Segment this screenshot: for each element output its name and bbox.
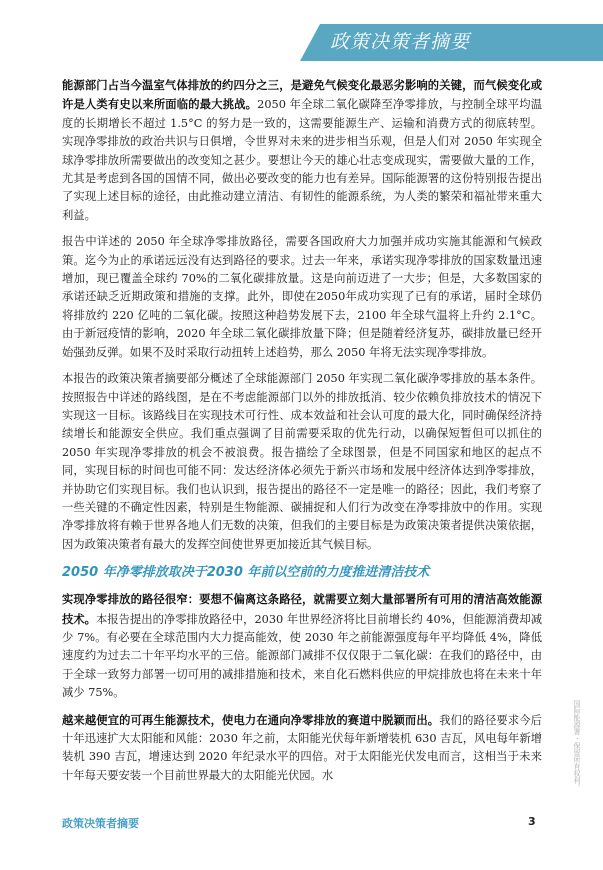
paragraph-1 xyxy=(62,76,542,225)
main-content xyxy=(62,76,542,793)
page-number: 3 xyxy=(528,815,536,828)
footer-title: 政策决策者摘要 xyxy=(62,817,139,830)
section-heading: 2050 年净零排放取决于2030 年前以空前的力度推进清洁技术 xyxy=(62,565,430,581)
section-paragraph-2 xyxy=(62,711,542,786)
paragraph-2 xyxy=(62,233,542,362)
paragraph-3 xyxy=(62,370,542,554)
section-paragraph-2-text: 我们的路径要求今后十年迅速扩大太阳能和风能：2030 年之前，太阳能光伏每年新增装机 630 吉瓦，风电每年新增装机 390 吉瓦，增速达到 2020 年纪录水平的四倍。对于太阳能光伏发电而言，这相当于未来十年每天要安装一个目前世界最大的太阳能光伏园。水 xyxy=(62,713,542,782)
section-paragraph-1 xyxy=(62,590,542,702)
paragraph-3-text: 本报告的政策决策者摘要部分概述了全球能源部门 2050 年实现二氧化碳净零排放的基本条件。按照报告中详述的路线图，是在不考虑能源部门以外的排放抵消、较少依赖负排放技术的情况下实现这一目标。该路线目在实现技术可行性、成本效益和社会认可度的最大化，同时确保经济持续增长和能源安全供应。我们重点强调了目前需要采取的优先行动，以确保短暂但可以抓住的 2050 年实现净零排放的机会不被浪费。报告描绘了全球图景，但是不同国家和地区的起点不同，实现目标的时间也可能不同：发达经济体必须先于新兴市场和发展中经济体达到净零排放，并协助它们实现目标。我们也认识到，报告提出的路径不一定是唯一的路径；因此，我们考察了一些关键的不确定性因素，特别是生物能源、碳捕捉和人们行为改变在净零排放中的作用。实现净零排放将有赖于世界各地人们无数的决策，但我们的主要目标是为政策决策者提供决策依据，因为政策决策者有最大的发挥空间使世界更加接近其气候目标。 xyxy=(62,372,542,551)
paragraph-1-bold: 能源部门占当今温室气体排放的约四分之三，是避免气候变化最恶劣影响的关键，而气候变化或许是人类有史以来所面临的最大挑战。 xyxy=(62,78,542,112)
section-paragraph-1-text: 本报告提出的净零排放路径中，2030 年世界经济将比目前增长约 40%，但能源消费却减少 7%。有必要在全球范围内大力提高能效，使 2030 年之前能源强度每年平均降低 4%，降低速度约为过去二十年平均水平的三倍。能源部门减排不仅仅限于二氧化碳：在我们的路径中，由于全球一致努力部署一切可用的减排措施和技术，来自化石燃料供应的甲烷排放也将在未来十年减少 75%。 xyxy=(62,612,542,700)
copyright-side-note: 国际能源署 · 保留所有权利。 xyxy=(573,700,581,791)
paragraph-1-text: 2050 年全球二氧化碳降至净零排放，与控制全球平均温度的长期增长不超过 1.5°C 的努力是一致的，这需要能源生产、运输和消费方式的彻底转型。实现净零排放的政治共识与日俱增，令世界对未来的进步相当乐观，但是人们对 2050 年实现全球净零排放所需要做出的改变知之甚少。要想让今天的雄心壮志变成现实，需要做大量的工作，尤其是考虑到各国的国情不同，做出必要改变的能力也有差异。国际能源署的这份特别报告提出了实现上述目标的途径，由此推动建立清洁、有韧性的能源系统，为人类的繁荣和福祉带来重大利益。 xyxy=(62,98,542,222)
header-title: 政策决策者摘要 xyxy=(330,31,471,53)
section-paragraph-2-bold: 越来越便宜的可再生能源技术，使电力在通向净零排放的赛道中脱颖而出。 xyxy=(62,712,440,727)
section-paragraph-1-bold: 实现净零排放的路径很窄：要想不偏离这条路径，就需要立刻大量部署所有可用的清洁高效能源技术。 xyxy=(62,592,542,626)
paragraph-2-text: 报告中详述的 2050 年全球净零排放路径，需要各国政府大力加强并成功实施其能源和气候政策。迄今为止的承诺远远没有达到路径的要求。过去一年来，承诺实现净零排放的国家数量迅速增加，现已覆盖全球约 70%的二氧化碳排放量。这是向前迈进了一大步；但是，大多数国家的承诺还缺乏近期政策和措施的支撑。此外，即使在2050年成功实现了已有的承诺，届时全球仍将排放约 220 亿吨的二氧化碳。按照这种趋势发展下去，2100 年全球气温将上升约 2.1°C。由于新冠疫情的影响，2020 年全球二氧化碳排放量下降；但是随着经济复苏，碳排放量已经开始强劲反弹。如果不及时采取行动扭转上述趋势，那么 2050 年将无法实现净零排放。 xyxy=(62,235,542,359)
